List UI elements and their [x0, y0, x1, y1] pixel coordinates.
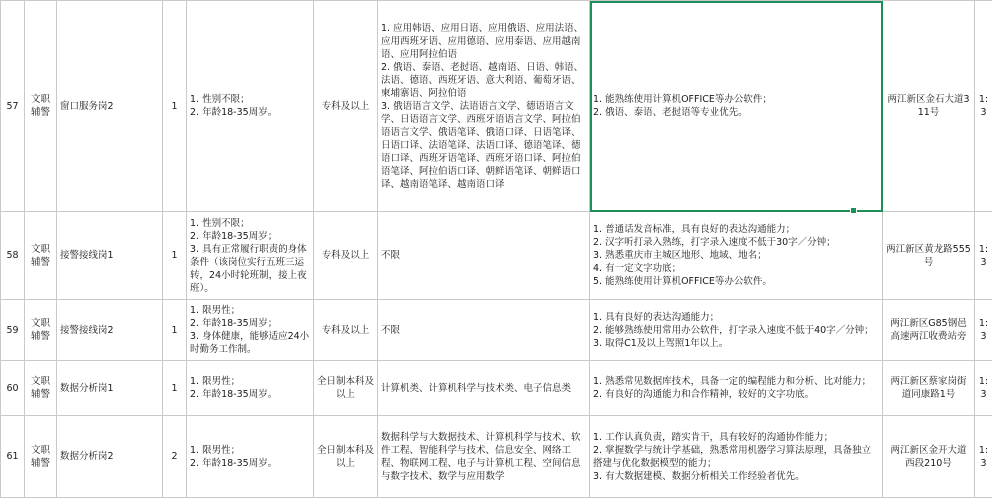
- cell-requirements-line: 1. 限男性；: [190, 376, 241, 387]
- cell-ratio[interactable]: 1:3: [975, 212, 992, 300]
- cell-major-line: 1. 应用韩语、应用日语、应用俄语、应用法语、应用西班牙语、应用德语、应用泰语、应用越南语、应用阿拉伯语: [381, 22, 584, 60]
- cell-requirements[interactable]: [187, 212, 314, 300]
- cell-ratio[interactable]: 1:3: [975, 416, 992, 498]
- cell-no[interactable]: 59: [1, 300, 25, 361]
- cell-other[interactable]: [590, 300, 883, 361]
- cell-ratio[interactable]: 1:3: [975, 300, 992, 361]
- cell-position[interactable]: 窗口服务岗2: [57, 1, 163, 212]
- cell-education[interactable]: 专科及以上: [314, 212, 378, 300]
- cell-major[interactable]: [378, 361, 590, 416]
- cell-no[interactable]: 57: [1, 1, 25, 212]
- cell-location[interactable]: 两江新区金石大道311号: [883, 1, 975, 212]
- cell-education[interactable]: 专科及以上: [314, 300, 378, 361]
- cell-count[interactable]: 1: [163, 212, 187, 300]
- cell-other-line: 1. 工作认真负责，踏实肯干，具有较好的沟通协作能力；: [593, 431, 834, 443]
- cell-position[interactable]: 数据分析岗2: [57, 416, 163, 498]
- cell-requirements-line: 1. 性别不限；: [190, 217, 250, 229]
- cell-other-line: 1. 普通话发音标准，具有良好的表达沟通能力；: [593, 224, 796, 235]
- cell-other-line: 5. 能熟练使用计算机OFFICE等办公软件。: [593, 276, 772, 287]
- cell-other-line: 2. 掌握数学与统计学基础，熟悉常用机器学习算法原理，具备独立搭建与优化数据模型的能力；: [593, 444, 872, 469]
- table-row: [1, 1, 992, 212]
- cell-category[interactable]: 文职 辅警: [25, 300, 57, 361]
- table-row: [1, 300, 992, 361]
- cell-position[interactable]: 数据分析岗1: [57, 361, 163, 416]
- cell-count[interactable]: 1: [163, 361, 187, 416]
- cell-requirements[interactable]: [187, 416, 314, 498]
- cell-location[interactable]: 两江新区金开大道西段210号: [883, 416, 975, 498]
- cell-other-line: 3. 熟悉重庆市主城区地形、地域、地名；: [593, 250, 767, 261]
- cell-other-line: 3. 有大数据建模、数据分析相关工作经验者优先。: [593, 470, 805, 482]
- cell-major-line: 数据科学与大数据技术、计算机科学与技术、软件工程、智能科学与技术、信息安全、网络工程、物联网工程、电子与计算机工程、空间信息与数字技术、数学与应用数学: [381, 431, 581, 482]
- table-body: [1, 1, 992, 498]
- cell-other-line: 1. 能熟练使用计算机OFFICE等办公软件；: [593, 94, 772, 105]
- cell-category[interactable]: 文职 辅警: [25, 1, 57, 212]
- cell-requirements-line: 3. 具有正常履行职责的身体条件（该岗位实行五班三运转，24小时轮班制，接上夜班）。: [190, 243, 307, 294]
- cell-major[interactable]: [378, 416, 590, 498]
- cell-other[interactable]: [590, 212, 883, 300]
- cell-other-line: 3. 取得C1及以上驾照1年以上。: [593, 337, 729, 349]
- cell-requirements-line: 2. 年龄18-35周岁。: [190, 457, 278, 469]
- table-row: [1, 212, 992, 300]
- cell-other-line: 2. 汉字听打录入熟练，打字录入速度不低于30字／分钟；: [593, 237, 836, 248]
- cell-major[interactable]: [378, 1, 590, 212]
- cell-count[interactable]: 1: [163, 1, 187, 212]
- cell-requirements-line: 3. 身体健康，能够适应24小时勤务工作制。: [190, 331, 310, 355]
- cell-no[interactable]: 60: [1, 361, 25, 416]
- cell-other[interactable]: [590, 1, 883, 212]
- cell-requirements-line: 1. 限男性；: [190, 305, 241, 316]
- table-row: [1, 361, 992, 416]
- fill-handle[interactable]: [850, 207, 857, 214]
- cell-category[interactable]: 文职 辅警: [25, 212, 57, 300]
- cell-requirements-line: 2. 年龄18-35周岁。: [190, 107, 278, 118]
- table-row: [1, 416, 992, 498]
- cell-other-line: 2. 俄语、泰语、老挝语等专业优先。: [593, 107, 748, 118]
- cell-requirements[interactable]: [187, 361, 314, 416]
- cell-category[interactable]: 文职 辅警: [25, 416, 57, 498]
- cell-other[interactable]: [590, 361, 883, 416]
- cell-location[interactable]: 两江新区黄龙路555号: [883, 212, 975, 300]
- cell-major-line: 3. 俄语语言文学、法语语言文学、德语语言文学、日语语言文学、西班牙语语言文学、阿拉伯语语言文学、俄语笔译、俄语口译、日语笔译、日语口译、法语笔译、法语口译、德语笔译、德语口译、西班牙语笔译、西班牙语口译、阿拉伯语笔译、阿拉伯语口译、朝鲜语笔译、朝鲜语口译、越南语笔译、越南语口译: [381, 100, 581, 190]
- cell-education[interactable]: 全日制本科及以上: [314, 416, 378, 498]
- cell-other-line: 4. 有一定文字功底；: [593, 263, 682, 274]
- cell-major[interactable]: [378, 300, 590, 361]
- cell-no[interactable]: 58: [1, 212, 25, 300]
- cell-requirements-line: 1. 性别不限；: [190, 94, 250, 105]
- cell-location[interactable]: 两江新区G85钢邑高速两江收费站旁: [883, 300, 975, 361]
- cell-ratio[interactable]: 1:3: [975, 1, 992, 212]
- cell-major-line: 2. 俄语、泰语、老挝语、越南语、日语、韩语、法语、德语、西班牙语、意大利语、葡萄牙语、柬埔寨语、阿拉伯语: [381, 61, 584, 99]
- cell-major-line: 计算机类、计算机科学与技术类、电子信息类: [381, 382, 572, 394]
- cell-count[interactable]: 2: [163, 416, 187, 498]
- cell-other-line: 2. 有良好的沟通能力和合作精神，较好的文字功底。: [593, 389, 815, 400]
- cell-category[interactable]: 文职 辅警: [25, 361, 57, 416]
- cell-education[interactable]: 专科及以上: [314, 1, 378, 212]
- cell-other-line: 1. 熟悉常见数据库技术，具备一定的编程能力和分析、比对能力；: [593, 376, 872, 387]
- cell-requirements[interactable]: [187, 300, 314, 361]
- cell-requirements-line: 2. 年龄18-35周岁。: [190, 389, 278, 400]
- cell-major-line: 不限: [381, 250, 401, 261]
- cell-position[interactable]: 接警接线岗2: [57, 300, 163, 361]
- cell-major-line: 不限: [381, 324, 401, 336]
- cell-other-line: 2. 能够熟练使用常用办公软件，打字录入速度不低于40字／分钟；: [593, 324, 874, 336]
- cell-major[interactable]: [378, 212, 590, 300]
- cell-other[interactable]: [590, 416, 883, 498]
- cell-no[interactable]: 61: [1, 416, 25, 498]
- cell-requirements-line: 1. 限男性；: [190, 444, 241, 456]
- cell-ratio[interactable]: 1:3: [975, 361, 992, 416]
- cell-count[interactable]: 1: [163, 300, 187, 361]
- cell-other-line: 1. 具有良好的表达沟通能力；: [593, 311, 720, 323]
- cell-location[interactable]: 两江新区蔡家岗街道同康路1号: [883, 361, 975, 416]
- cell-position[interactable]: 接警接线岗1: [57, 212, 163, 300]
- cell-requirements-line: 2. 年龄18-35周岁；: [190, 318, 278, 329]
- cell-requirements-line: 2. 年龄18-35周岁；: [190, 230, 278, 242]
- cell-education[interactable]: 全日制本科及以上: [314, 361, 378, 416]
- cell-requirements[interactable]: [187, 1, 314, 212]
